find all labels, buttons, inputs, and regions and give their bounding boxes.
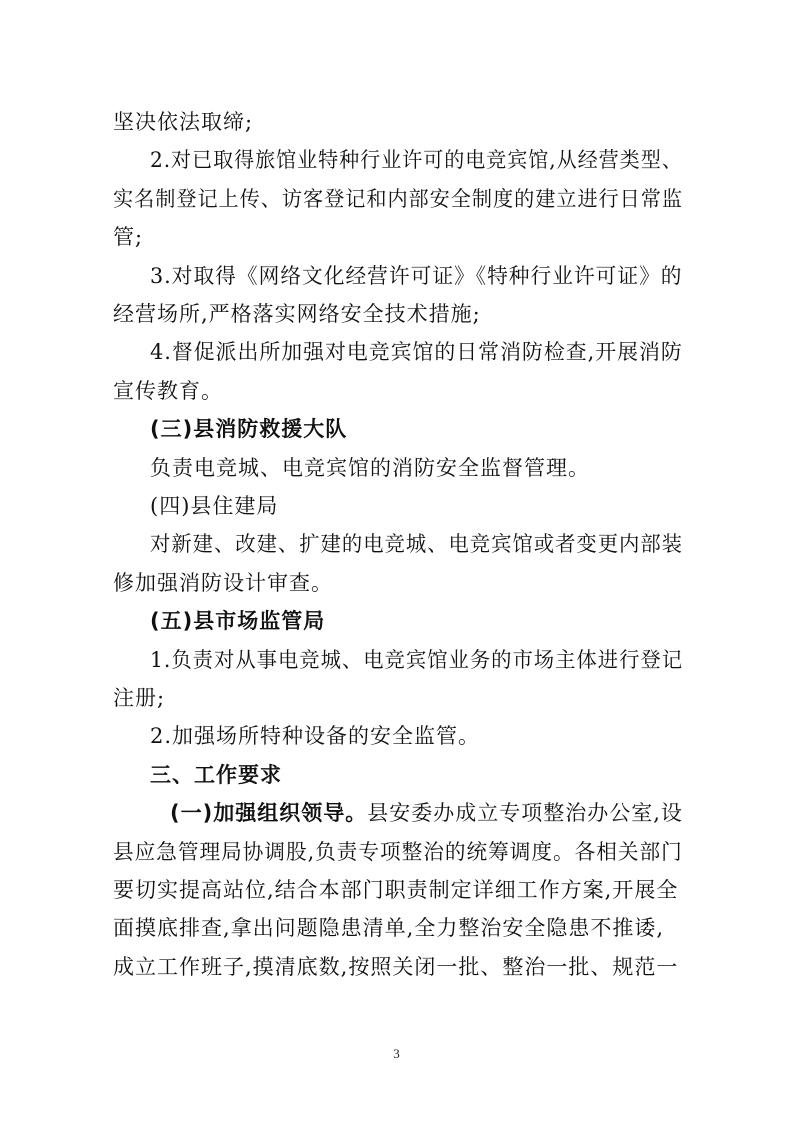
text-line: 2.加强场所特种设备的安全监管。 (150, 724, 481, 749)
section-heading: (五)县市场监管局 (150, 609, 326, 634)
section-heading: (四)县住建局 (150, 494, 279, 518)
text-line: 经营场所,严格落实网络安全技术措施; (113, 302, 481, 326)
section-heading: (三)县消防救援大队 (150, 417, 348, 442)
text-line: 1.负责对从事电竞城、电竞宾馆业务的市场主体进行登记 (150, 647, 684, 672)
text-line: 注册; (113, 686, 166, 710)
text-line: 县应急管理局协调股,负责专项整治的统筹调度。各相关部门 (113, 839, 683, 864)
text-line: 要切实提高站位,结合本部门职责制定详细工作方案,开展全 (113, 878, 679, 902)
text-line: 2.对已取得旅馆业特种行业许可的电竞宾馆,从经营类型、 (150, 148, 683, 173)
text-line: 修加强消防设计审查。 (113, 570, 333, 595)
text-line: 面摸底排查,拿出问题隐患清单,全力整治安全隐患不推诿, (113, 916, 665, 941)
chapter-heading: 三、工作要求 (150, 762, 282, 787)
text-line: 坚决依法取缔; (113, 110, 254, 134)
text-line: 3.对取得《网络文化经营许可证》《特种行业许可证》的 (150, 263, 683, 288)
requirement-title: (一)加强组织领导。 (170, 801, 368, 826)
text-line: 实名制登记上传、访客登记和内部安全制度的建立进行日常监 (113, 186, 684, 211)
text-line: 管; (113, 225, 144, 250)
requirement-paragraph-first-line (170, 799, 683, 827)
text-line: 成立工作班子,摸清底数,按照关闭一批、整治一批、规范一 (113, 954, 679, 979)
requirement-text: 县安委办成立专项整治办公室,设 (367, 801, 683, 826)
text-line: 4.督促派出所加强对电竞宾馆的日常消防检查,开展消防 (150, 340, 683, 365)
text-line: 宣传教育。 (113, 378, 223, 403)
text-line: 负责电竞城、电竞宾馆的消防安全监督管理。 (150, 455, 590, 480)
text-line: 对新建、改建、扩建的电竞城、电竞宾馆或者变更内部装 (150, 532, 684, 557)
page-number: 3 (393, 1046, 400, 1061)
